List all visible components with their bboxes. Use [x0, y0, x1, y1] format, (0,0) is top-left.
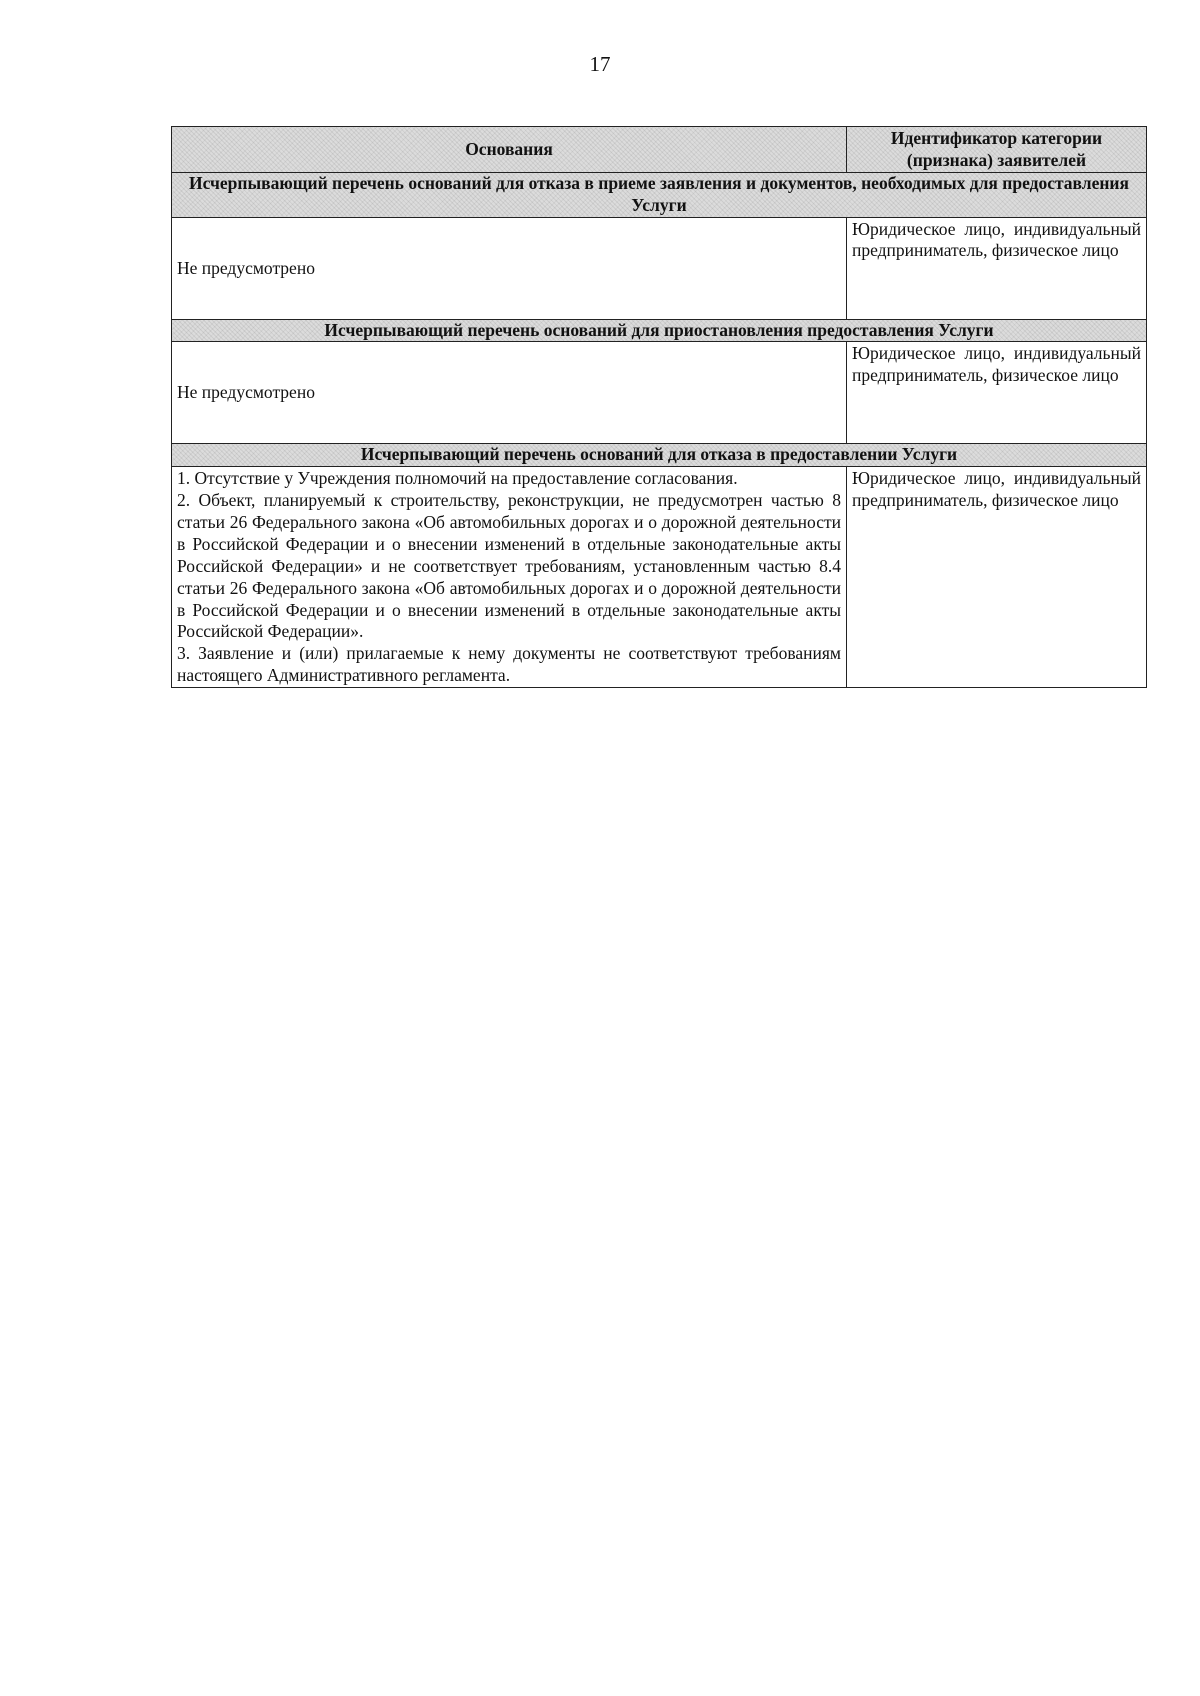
category-cell: Юридическое лицо, индивидуальный предприниматель, физическое лицо — [847, 217, 1147, 319]
refusal-reasons-cell — [172, 467, 847, 688]
section-title-suspension: Исчерпывающий перечень оснований для приостановления предоставления Услуги — [172, 319, 1147, 342]
section-title-refusal-service: Исчерпывающий перечень оснований для отказа в предоставлении Услуги — [172, 444, 1147, 467]
header-grounds: Основания — [172, 127, 847, 173]
basis-cell: Не предусмотрено — [172, 217, 847, 319]
section-heading-row — [172, 319, 1147, 342]
table-row — [172, 217, 1147, 319]
reason-item: 1. Отсутствие у Учреждения полномочий на предоставление согласования. — [177, 468, 738, 489]
header-applicant-category: Идентификатор категории (признака) заявителей — [847, 127, 1147, 173]
page-number: 17 — [589, 52, 611, 76]
section-heading-row — [172, 172, 1147, 217]
table-row — [172, 342, 1147, 444]
grounds-table — [171, 126, 1147, 688]
section-heading-row — [172, 444, 1147, 467]
table-header-row — [172, 127, 1147, 173]
reason-item: 2. Объект, планируемый к строительству, реконструкции, не предусмотрен частью 8 статьи 26 Федерального закона «Об автомобильных дорогах и о дорожной деятельности в Российской Федерации и о внесении изменений в отдельные законодательные акты Российской Федерации» и не соответствует требованиям, установленным частью 8.4 статьи 26 Федерального закона «Об автомобильных дорогах и о дорожной деятельности в Российской Федерации и о внесении изменений в отдельные законодательные акты Российской Федерации». — [177, 490, 841, 642]
category-cell: Юридическое лицо, индивидуальный предприниматель, физическое лицо — [847, 467, 1147, 688]
category-cell: Юридическое лицо, индивидуальный предприниматель, физическое лицо — [847, 342, 1147, 444]
section-title-refusal-acceptance: Исчерпывающий перечень оснований для отказа в приеме заявления и документов, необходимых для предоставления Услуги — [172, 172, 1147, 217]
reason-item: 3. Заявление и (или) прилагаемые к нему документы не соответствуют требованиям настоящего Административного регламента. — [177, 643, 841, 686]
table-row — [172, 467, 1147, 688]
basis-cell: Не предусмотрено — [172, 342, 847, 444]
